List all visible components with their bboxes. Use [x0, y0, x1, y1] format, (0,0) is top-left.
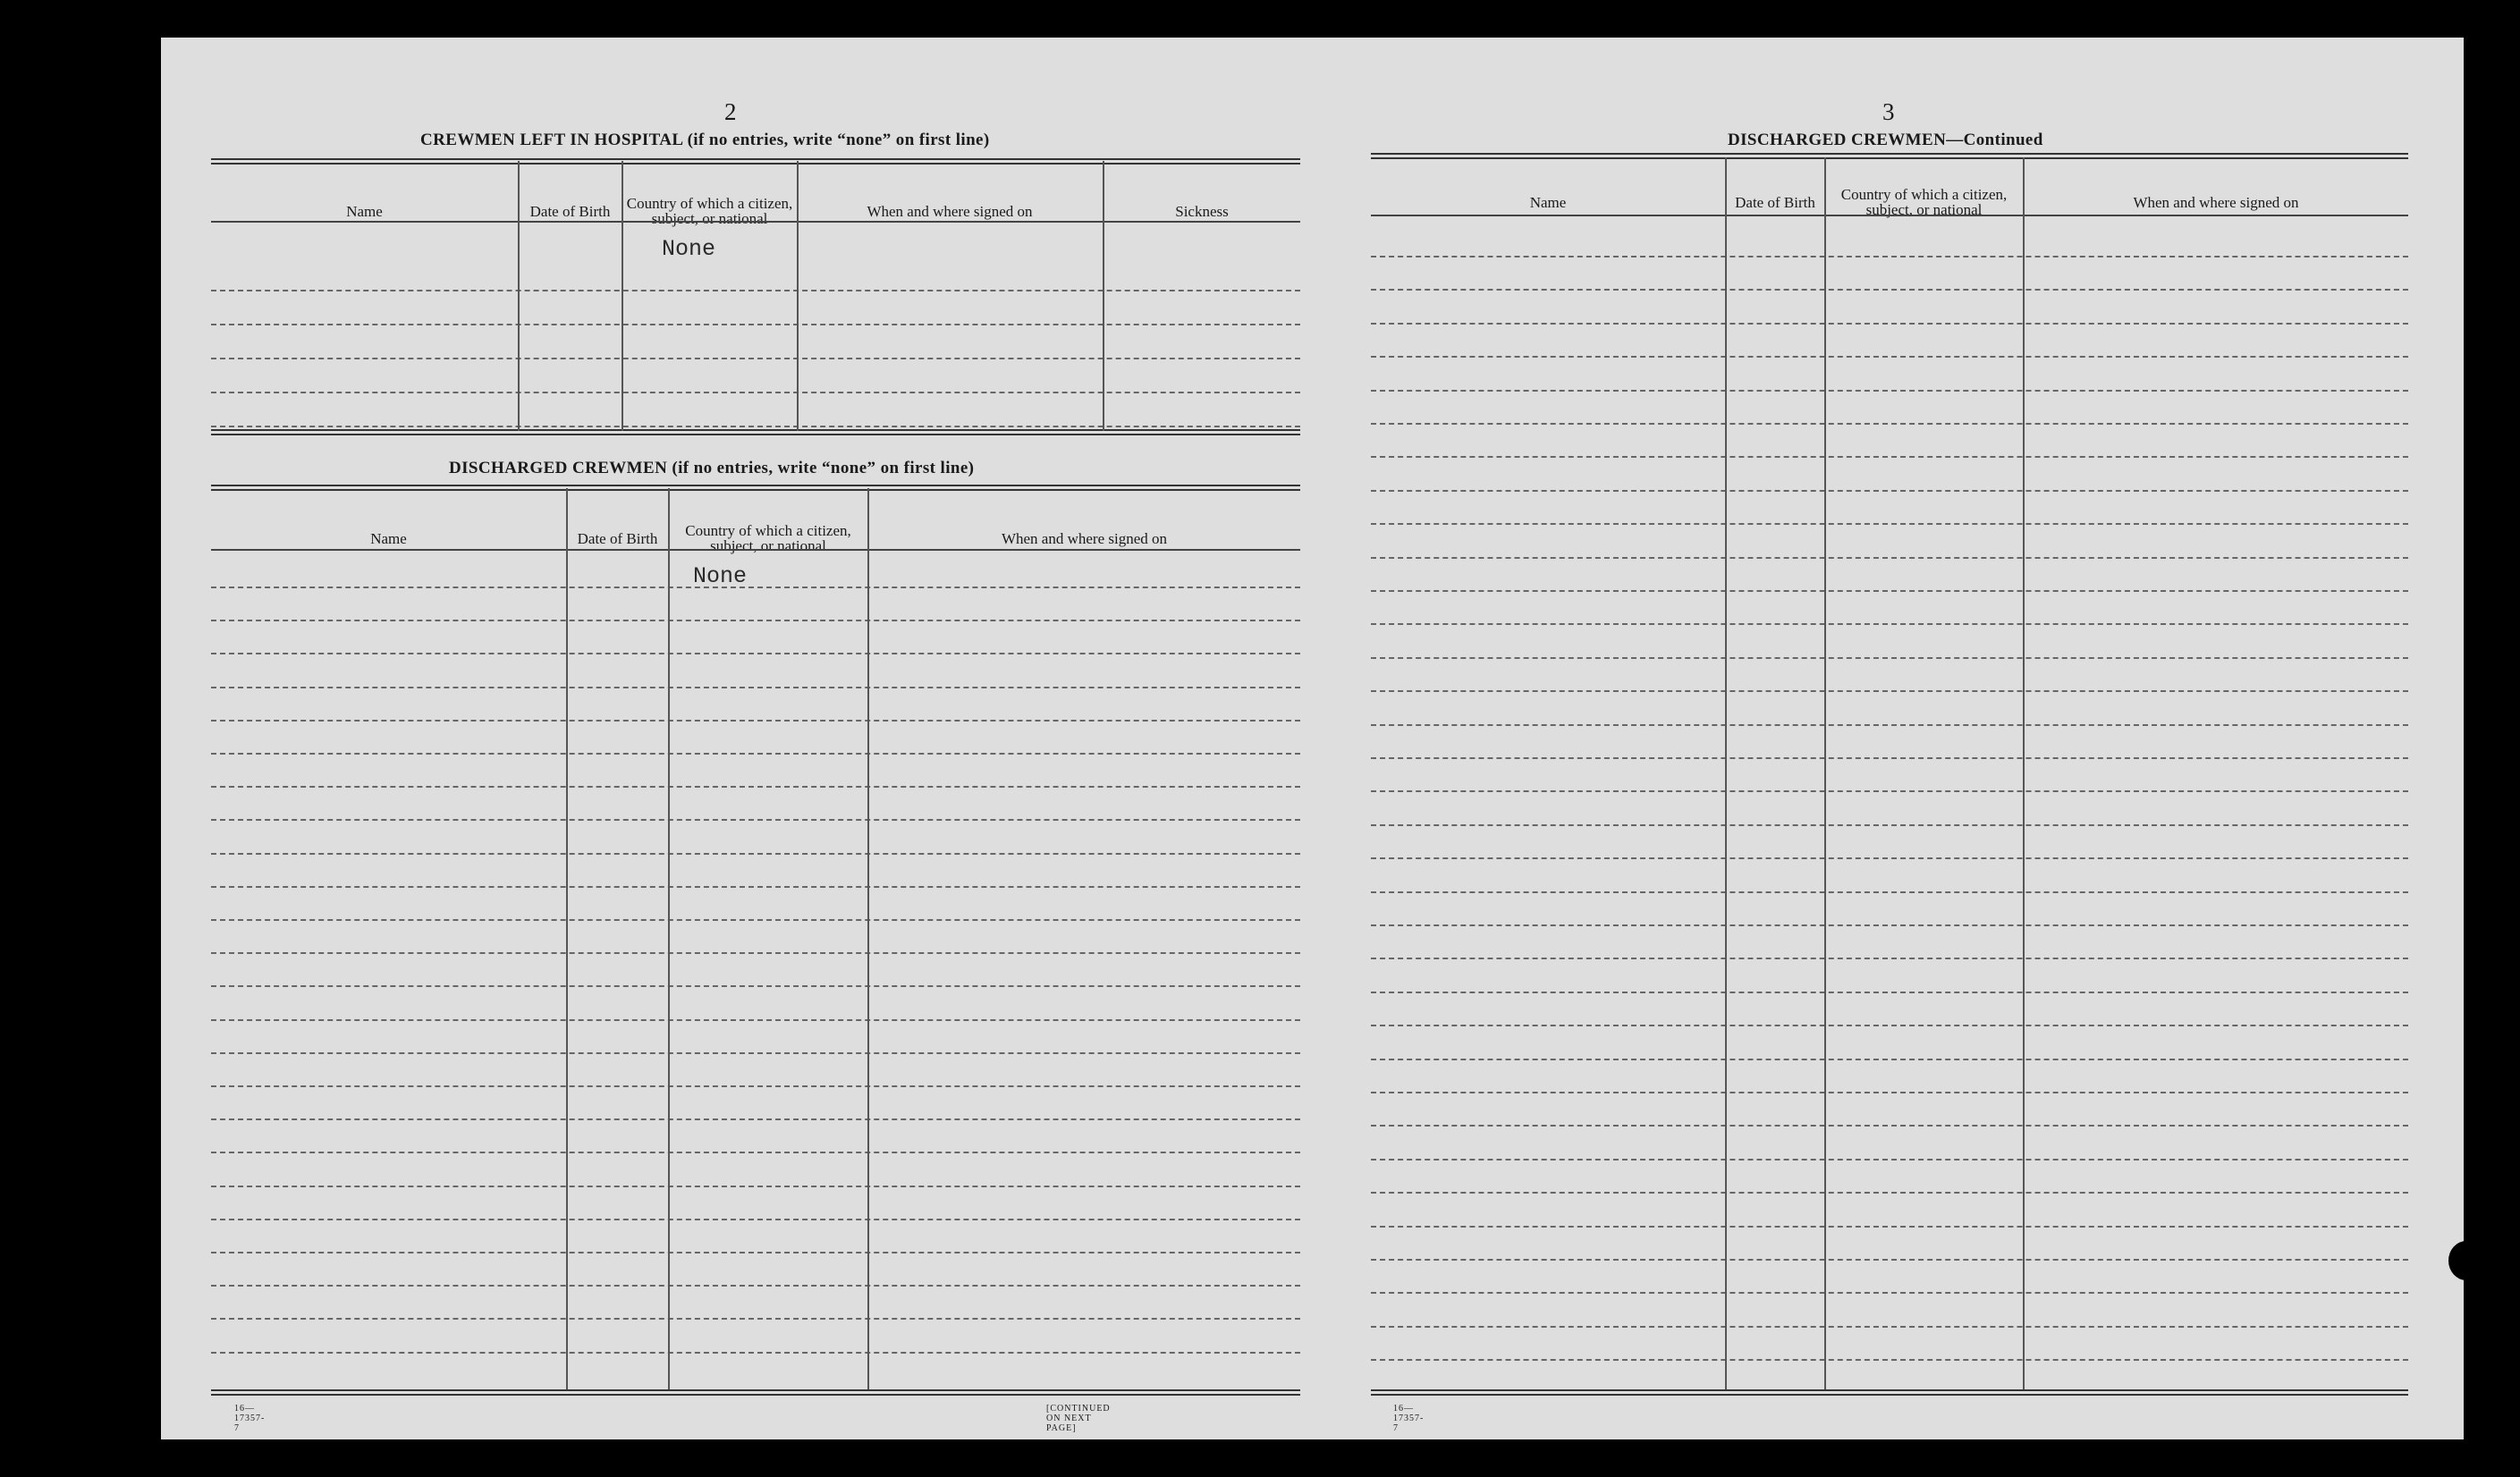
- row-line: [1371, 1359, 2408, 1361]
- hospital-title-text: CREWMEN LEFT IN HOSPITAL: [420, 131, 683, 149]
- row-line: [1371, 690, 2408, 692]
- column-divider: [1725, 157, 1727, 1389]
- column-divider: [1103, 161, 1104, 431]
- column-header-signed-on: When and where signed on: [867, 202, 1033, 220]
- column-divider: [622, 161, 623, 431]
- row-line: [1371, 1226, 2408, 1228]
- row-line: [1371, 1259, 2408, 1261]
- column-header-signed-on: When and where signed on: [1001, 529, 1168, 547]
- form-number: 16—17357-7: [234, 1404, 266, 1433]
- page-number: 2: [724, 98, 737, 125]
- row-line: [1371, 490, 2408, 492]
- row-line: [211, 1019, 1300, 1021]
- column-header-country: Country of which a citizen, subject, or national: [685, 522, 851, 554]
- punch-hole: [2468, 586, 2491, 621]
- row-line: [1371, 992, 2408, 993]
- row-line: [211, 819, 1300, 821]
- row-line: [1371, 1159, 2408, 1160]
- row-line: [211, 1052, 1300, 1054]
- column-divider: [2023, 157, 2025, 1389]
- row-line: [1371, 1292, 2408, 1294]
- column-header-dob: Date of Birth: [1735, 193, 1815, 211]
- column-divider: [518, 161, 520, 431]
- row-line: [1371, 456, 2408, 458]
- row-line: [1371, 590, 2408, 592]
- row-line: [211, 919, 1300, 921]
- row-line: [1371, 824, 2408, 826]
- row-line: [211, 985, 1300, 987]
- row-line: [211, 620, 1300, 621]
- right-title-suffix: —Continued: [1946, 131, 2043, 149]
- row-line: [1371, 523, 2408, 525]
- row-line: [211, 786, 1300, 788]
- row-line: [211, 1118, 1300, 1120]
- row-line: [1371, 924, 2408, 926]
- column-header-country: Country of which a citizen, subject, or national: [1840, 186, 2008, 218]
- row-line: [211, 1219, 1300, 1220]
- column-divider: [867, 488, 869, 1389]
- row-line: [1371, 724, 2408, 726]
- row-line: [211, 1085, 1300, 1087]
- row-line: [211, 687, 1300, 688]
- row-line: [1371, 557, 2408, 559]
- row-line: [211, 324, 1300, 325]
- column-header-country: Country of which a citizen, subject, or national: [626, 195, 793, 227]
- header-bottom-rule: [211, 221, 1300, 223]
- row-line: [1371, 623, 2408, 625]
- header-bottom-rule: [211, 549, 1300, 551]
- row-line: [211, 290, 1300, 291]
- row-line: [211, 1186, 1300, 1187]
- column-header-dob: Date of Birth: [529, 202, 611, 220]
- right-section-title: [1728, 131, 2043, 150]
- row-line: [1371, 323, 2408, 325]
- row-line: [1371, 657, 2408, 659]
- row-line: [211, 1352, 1300, 1354]
- column-header-name: Name: [370, 529, 407, 547]
- header-bottom-rule: [1371, 215, 2408, 216]
- form-number: 16—17357-7: [1393, 1404, 1425, 1433]
- discharged-entry-none: None: [693, 563, 748, 589]
- column-header-sickness: Sickness: [1175, 202, 1229, 220]
- section-top-rule: [1371, 153, 2408, 159]
- form-sheet: [161, 38, 2464, 1439]
- row-line: [1371, 356, 2408, 358]
- column-divider: [797, 161, 799, 431]
- punch-hole: [2448, 1241, 2484, 1280]
- row-line: [1371, 289, 2408, 291]
- row-line: [1371, 1326, 2408, 1328]
- row-line: [211, 952, 1300, 954]
- page-bottom-rule: [1371, 1389, 2408, 1396]
- row-line: [1371, 390, 2408, 392]
- column-divider: [668, 488, 670, 1389]
- row-line: [211, 1318, 1300, 1320]
- column-divider: [1824, 157, 1826, 1389]
- hospital-entry-none: None: [662, 236, 716, 262]
- column-header-dob: Date of Birth: [577, 529, 658, 547]
- discharged-title-text: DISCHARGED CREWMEN: [449, 459, 668, 477]
- row-line: [1371, 790, 2408, 792]
- row-line: [1371, 958, 2408, 959]
- column-header-signed-on: When and where signed on: [2133, 193, 2299, 211]
- row-line: [211, 653, 1300, 654]
- row-line: [1371, 891, 2408, 893]
- page-bottom-rule: [211, 1389, 1300, 1396]
- row-line: [211, 358, 1300, 359]
- row-line: [211, 753, 1300, 755]
- discharged-instruction: (if no entries, write “none” on first line): [672, 459, 975, 477]
- row-line: [211, 720, 1300, 722]
- row-line: [211, 587, 1300, 588]
- section-top-rule: [211, 158, 1300, 165]
- discharged-section-title: [449, 459, 974, 478]
- row-line: [211, 426, 1300, 427]
- section-bottom-rule: [211, 429, 1300, 435]
- section-top-rule: [211, 485, 1300, 491]
- row-line: [211, 1152, 1300, 1153]
- hospital-section-title: [420, 131, 990, 150]
- continued-note: [CONTINUED ON NEXT PAGE]: [1046, 1404, 1111, 1433]
- row-line: [1371, 1125, 2408, 1127]
- row-line: [1371, 1059, 2408, 1060]
- row-line: [211, 1252, 1300, 1253]
- row-line: [1371, 857, 2408, 859]
- hospital-instruction: (if no entries, write “none” on first line): [687, 131, 990, 149]
- row-line: [1371, 256, 2408, 257]
- row-line: [1371, 1092, 2408, 1093]
- row-line: [211, 1285, 1300, 1287]
- right-title-text: DISCHARGED CREWMEN: [1728, 131, 1947, 149]
- row-line: [1371, 423, 2408, 425]
- column-divider: [566, 488, 568, 1389]
- column-header-name: Name: [346, 202, 383, 220]
- row-line: [211, 392, 1300, 393]
- row-line: [211, 853, 1300, 855]
- row-line: [1371, 1025, 2408, 1026]
- row-line: [1371, 757, 2408, 759]
- row-line: [211, 886, 1300, 888]
- column-header-name: Name: [1529, 193, 1567, 211]
- page-number: 3: [1882, 98, 1895, 125]
- row-line: [1371, 1192, 2408, 1194]
